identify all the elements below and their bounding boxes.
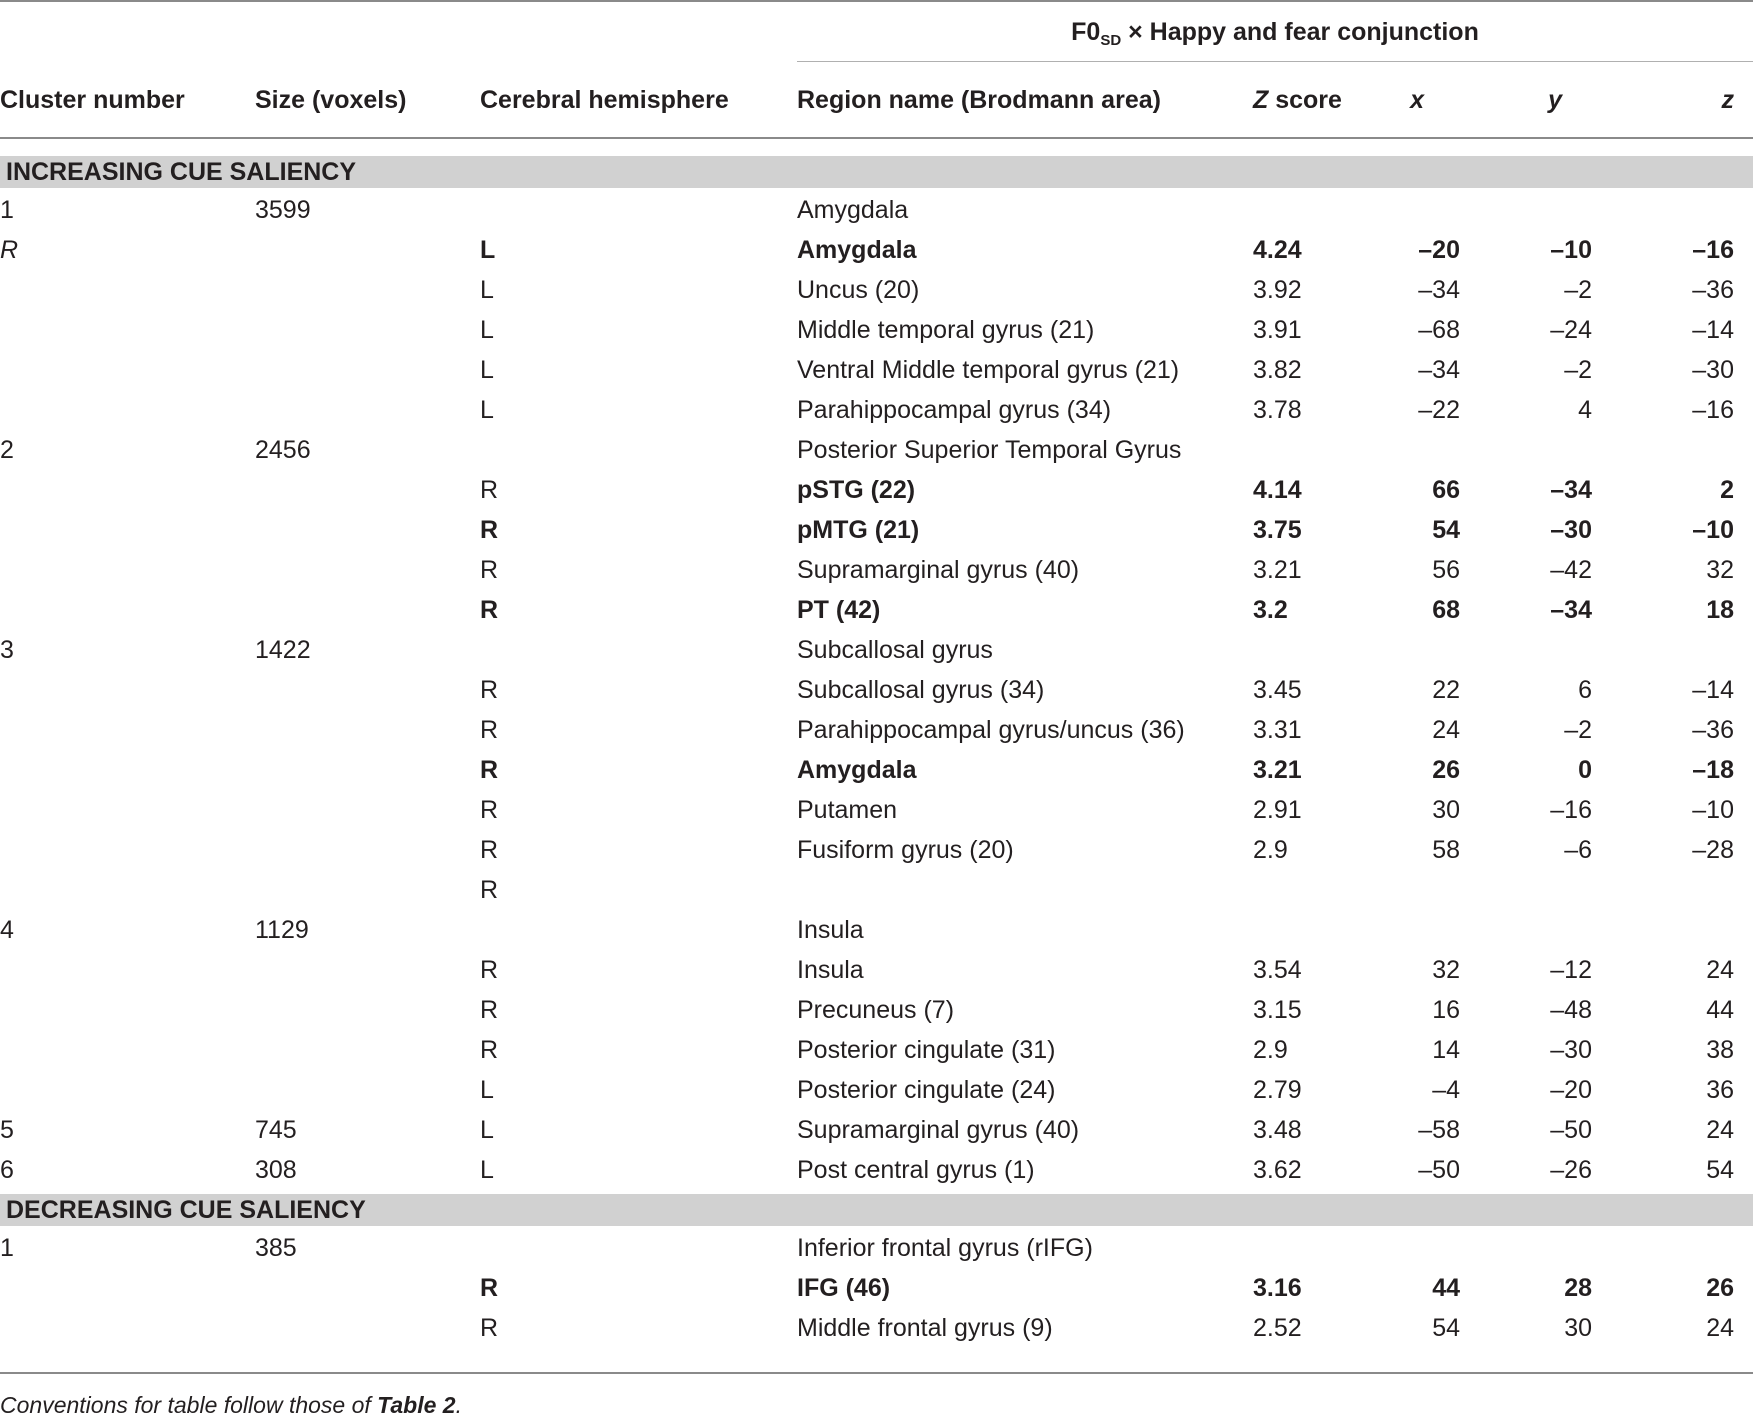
y-cell: –42 xyxy=(1550,556,1592,584)
header-z-score: Z score xyxy=(1253,86,1342,114)
header-x: x xyxy=(1410,86,1424,114)
x-cell: –20 xyxy=(1418,236,1460,264)
size-cell: 2456 xyxy=(255,436,311,464)
table-row xyxy=(0,830,1753,870)
z-score-cell: 2.9 xyxy=(1253,836,1288,864)
x-cell: –50 xyxy=(1418,1156,1460,1184)
hemisphere-cell: L xyxy=(480,356,494,384)
x-cell: –34 xyxy=(1418,356,1460,384)
hemisphere-cell: L xyxy=(480,1076,494,1104)
table-row xyxy=(0,430,1753,470)
y-cell: –30 xyxy=(1550,516,1592,544)
hemisphere-cell: R xyxy=(480,836,499,864)
y-cell: –12 xyxy=(1550,956,1592,984)
hemisphere-cell: L xyxy=(480,236,496,264)
y-cell: 6 xyxy=(1578,676,1592,704)
table-row xyxy=(0,590,1753,630)
header-cluster-number: Cluster number xyxy=(0,86,185,114)
x-cell: –68 xyxy=(1418,316,1460,344)
y-cell: 28 xyxy=(1564,1274,1592,1302)
x-cell: 16 xyxy=(1432,996,1460,1024)
table-row xyxy=(0,710,1753,750)
table-row xyxy=(0,1268,1753,1308)
hemisphere-cell: R xyxy=(480,1274,499,1302)
x-cell: –4 xyxy=(1432,1076,1460,1104)
z-score-cell: 3.45 xyxy=(1253,676,1302,704)
region-cell: Amygdala xyxy=(797,196,909,224)
z-coord-cell: 24 xyxy=(1706,956,1734,984)
section-header: INCREASING CUE SALIENCY xyxy=(0,156,1753,188)
table-row xyxy=(0,550,1753,590)
header-y: y xyxy=(1548,86,1562,114)
hemisphere-cell: R xyxy=(480,476,499,504)
cluster-cell: 6 xyxy=(0,1156,14,1184)
hemisphere-cell: R xyxy=(480,956,499,984)
x-cell: 66 xyxy=(1432,476,1460,504)
x-cell: 30 xyxy=(1432,796,1460,824)
hemisphere-cell: R xyxy=(480,516,499,544)
z-score-cell: 3.62 xyxy=(1253,1156,1302,1184)
x-cell: –34 xyxy=(1418,276,1460,304)
y-cell: –48 xyxy=(1550,996,1592,1024)
table-row xyxy=(0,630,1753,670)
table-row xyxy=(0,950,1753,990)
header-z: z xyxy=(1721,86,1734,114)
region-cell: Posterior cingulate (31) xyxy=(797,1036,1056,1064)
z-score-cell: 3.91 xyxy=(1253,316,1302,344)
z-coord-cell: 24 xyxy=(1706,1116,1734,1144)
y-cell: 4 xyxy=(1578,396,1592,424)
region-cell: Posterior cingulate (24) xyxy=(797,1076,1056,1104)
z-coord-cell: –10 xyxy=(1692,796,1734,824)
table-row xyxy=(0,470,1753,510)
table-row xyxy=(0,270,1753,310)
region-cell: Subcallosal gyrus (34) xyxy=(797,676,1045,704)
table-row xyxy=(0,310,1753,350)
hemisphere-cell: R xyxy=(480,1314,499,1342)
z-coord-cell: 26 xyxy=(1706,1274,1734,1302)
z-coord-cell: –16 xyxy=(1692,396,1734,424)
header-hemisphere: Cerebral hemisphere xyxy=(480,86,729,114)
table-row xyxy=(0,1030,1753,1070)
region-cell: Amygdala xyxy=(797,236,917,264)
y-cell: –6 xyxy=(1564,836,1592,864)
z-score-cell: 3.21 xyxy=(1253,556,1302,584)
region-cell: Uncus (20) xyxy=(797,276,920,304)
cluster-cell: 2 xyxy=(0,436,14,464)
z-coord-cell: –14 xyxy=(1692,676,1734,704)
x-cell: –22 xyxy=(1418,396,1460,424)
region-cell: Putamen xyxy=(797,796,898,824)
region-cell: Inferior frontal gyrus (rIFG) xyxy=(797,1234,1093,1262)
z-coord-cell: 18 xyxy=(1706,596,1734,624)
x-cell: 32 xyxy=(1432,956,1460,984)
table-row xyxy=(0,750,1753,790)
size-cell: 385 xyxy=(255,1234,297,1262)
z-coord-cell: 36 xyxy=(1706,1076,1734,1104)
hemisphere-cell: R xyxy=(480,756,499,784)
cluster-cell: 5 xyxy=(0,1116,14,1144)
x-cell: 44 xyxy=(1432,1274,1460,1302)
region-cell: pSTG (22) xyxy=(797,476,916,504)
table-row xyxy=(0,190,1753,230)
region-cell: Supramarginal gyrus (40) xyxy=(797,556,1080,584)
region-cell: pMTG (21) xyxy=(797,516,920,544)
table-bottom-rule xyxy=(0,1372,1753,1374)
y-cell: –50 xyxy=(1550,1116,1592,1144)
z-coord-cell: –10 xyxy=(1692,516,1734,544)
z-score-cell: 3.21 xyxy=(1253,756,1302,784)
header-size: Size (voxels) xyxy=(255,86,407,114)
region-cell: Posterior Superior Temporal Gyrus xyxy=(797,436,1182,464)
y-cell: –2 xyxy=(1564,276,1592,304)
size-cell: 308 xyxy=(255,1156,297,1184)
region-cell: IFG (46) xyxy=(797,1274,891,1302)
region-cell: Insula xyxy=(797,956,864,984)
table-row xyxy=(0,230,1753,270)
table-row xyxy=(0,1308,1753,1348)
table-row xyxy=(0,790,1753,830)
z-score-cell: 3.16 xyxy=(1253,1274,1302,1302)
region-cell: Fusiform gyrus (20) xyxy=(797,836,1014,864)
y-cell: –34 xyxy=(1550,596,1592,624)
conjunction-header: $F0_{SD}$ × Happy and fear conjunction xyxy=(1071,18,1479,49)
z-coord-cell: –36 xyxy=(1692,276,1734,304)
x-cell: 56 xyxy=(1432,556,1460,584)
y-cell: –10 xyxy=(1550,236,1592,264)
region-cell: Parahippocampal gyrus (34) xyxy=(797,396,1112,424)
table-row xyxy=(0,1150,1753,1190)
x-cell: 26 xyxy=(1432,756,1460,784)
y-cell: –20 xyxy=(1550,1076,1592,1104)
x-cell: –58 xyxy=(1418,1116,1460,1144)
hemisphere-cell: R xyxy=(480,556,499,584)
y-cell: –2 xyxy=(1564,356,1592,384)
x-cell: 22 xyxy=(1432,676,1460,704)
region-cell: Post central gyrus (1) xyxy=(797,1156,1035,1184)
region-cell: Middle temporal gyrus (21) xyxy=(797,316,1095,344)
header-region: Region name (Brodmann area) xyxy=(797,86,1161,114)
z-coord-cell: 38 xyxy=(1706,1036,1734,1064)
x-cell: 54 xyxy=(1432,1314,1460,1342)
hemisphere-cell: R xyxy=(480,1036,499,1064)
z-score-cell: 3.75 xyxy=(1253,516,1302,544)
table-row xyxy=(0,670,1753,710)
z-coord-cell: –18 xyxy=(1692,756,1734,784)
hemisphere-cell: R xyxy=(480,716,499,744)
z-score-cell: 3.48 xyxy=(1253,1116,1302,1144)
z-coord-cell: –14 xyxy=(1692,316,1734,344)
z-score-cell: 3.82 xyxy=(1253,356,1302,384)
table-row xyxy=(0,1228,1753,1268)
cluster-cell: R xyxy=(0,236,19,264)
size-cell: 1129 xyxy=(255,916,309,944)
hemisphere-cell: R xyxy=(480,796,499,824)
z-score-cell: 3.54 xyxy=(1253,956,1302,984)
region-cell: Insula xyxy=(797,916,864,944)
region-cell: Supramarginal gyrus (40) xyxy=(797,1116,1080,1144)
x-cell: 58 xyxy=(1432,836,1460,864)
region-cell: Precuneus (7) xyxy=(797,996,955,1024)
z-coord-cell: 24 xyxy=(1706,1314,1734,1342)
table-row xyxy=(0,510,1753,550)
z-score-cell: 2.79 xyxy=(1253,1076,1302,1104)
hemisphere-cell: R xyxy=(480,596,499,624)
z-score-cell: 2.9 xyxy=(1253,1036,1288,1064)
hemisphere-cell: L xyxy=(480,276,494,304)
z-coord-cell: 54 xyxy=(1706,1156,1734,1184)
hemisphere-cell: L xyxy=(480,396,494,424)
x-cell: 68 xyxy=(1432,596,1460,624)
z-score-cell: 3.92 xyxy=(1253,276,1302,304)
hemisphere-cell: L xyxy=(480,1116,494,1144)
table-row xyxy=(0,390,1753,430)
z-score-cell: 3.2 xyxy=(1253,596,1288,624)
cluster-cell: 4 xyxy=(0,916,14,944)
z-score-cell: 3.15 xyxy=(1253,996,1302,1024)
z-score-cell: 2.52 xyxy=(1253,1314,1302,1342)
y-cell: –16 xyxy=(1550,796,1592,824)
hemisphere-cell: L xyxy=(480,1156,494,1184)
z-coord-cell: 2 xyxy=(1720,476,1734,504)
z-score-cell: 3.78 xyxy=(1253,396,1302,424)
hemisphere-cell: R xyxy=(480,876,499,904)
region-cell: Amygdala xyxy=(797,756,917,784)
y-cell: –2 xyxy=(1564,716,1592,744)
y-cell: –24 xyxy=(1550,316,1592,344)
region-cell: Ventral Middle temporal gyrus (21) xyxy=(797,356,1180,384)
table-row xyxy=(0,990,1753,1030)
region-cell: PT (42) xyxy=(797,596,881,624)
table-row xyxy=(0,350,1753,390)
y-cell: –34 xyxy=(1550,476,1592,504)
x-cell: 54 xyxy=(1432,516,1460,544)
y-cell: –30 xyxy=(1550,1036,1592,1064)
region-cell: Middle frontal gyrus (9) xyxy=(797,1314,1053,1342)
y-cell: 30 xyxy=(1564,1314,1592,1342)
y-cell: –26 xyxy=(1550,1156,1592,1184)
cluster-cell: 1 xyxy=(0,1234,14,1262)
table-footnote: Conventions for table follow those of Table 2. xyxy=(0,1392,462,1418)
z-coord-cell: –16 xyxy=(1692,236,1734,264)
z-score-cell: 4.14 xyxy=(1253,476,1302,504)
z-score-cell: 2.91 xyxy=(1253,796,1302,824)
z-score-cell: 3.31 xyxy=(1253,716,1302,744)
z-score-cell: 4.24 xyxy=(1253,236,1302,264)
z-coord-cell: –36 xyxy=(1692,716,1734,744)
region-cell: Parahippocampal gyrus/uncus (36) xyxy=(797,716,1185,744)
z-coord-cell: –28 xyxy=(1692,836,1734,864)
x-cell: 24 xyxy=(1432,716,1460,744)
region-cell: Subcallosal gyrus xyxy=(797,636,993,664)
cluster-cell: 1 xyxy=(0,196,14,224)
cluster-cell: 3 xyxy=(0,636,14,664)
size-cell: 1422 xyxy=(255,636,311,664)
section-header: DECREASING CUE SALIENCY xyxy=(0,1194,1753,1226)
size-cell: 3599 xyxy=(255,196,311,224)
table-row xyxy=(0,1070,1753,1110)
table-row xyxy=(0,910,1753,950)
hemisphere-cell: R xyxy=(480,676,499,704)
table-row xyxy=(0,870,1753,910)
size-cell: 745 xyxy=(255,1116,297,1144)
x-cell: 14 xyxy=(1432,1036,1460,1064)
z-coord-cell: 44 xyxy=(1706,996,1734,1024)
hemisphere-cell: L xyxy=(480,316,494,344)
y-cell: 0 xyxy=(1578,756,1592,784)
table-row xyxy=(0,1110,1753,1150)
z-coord-cell: 32 xyxy=(1706,556,1734,584)
z-coord-cell: –30 xyxy=(1692,356,1734,384)
hemisphere-cell: R xyxy=(480,996,499,1024)
